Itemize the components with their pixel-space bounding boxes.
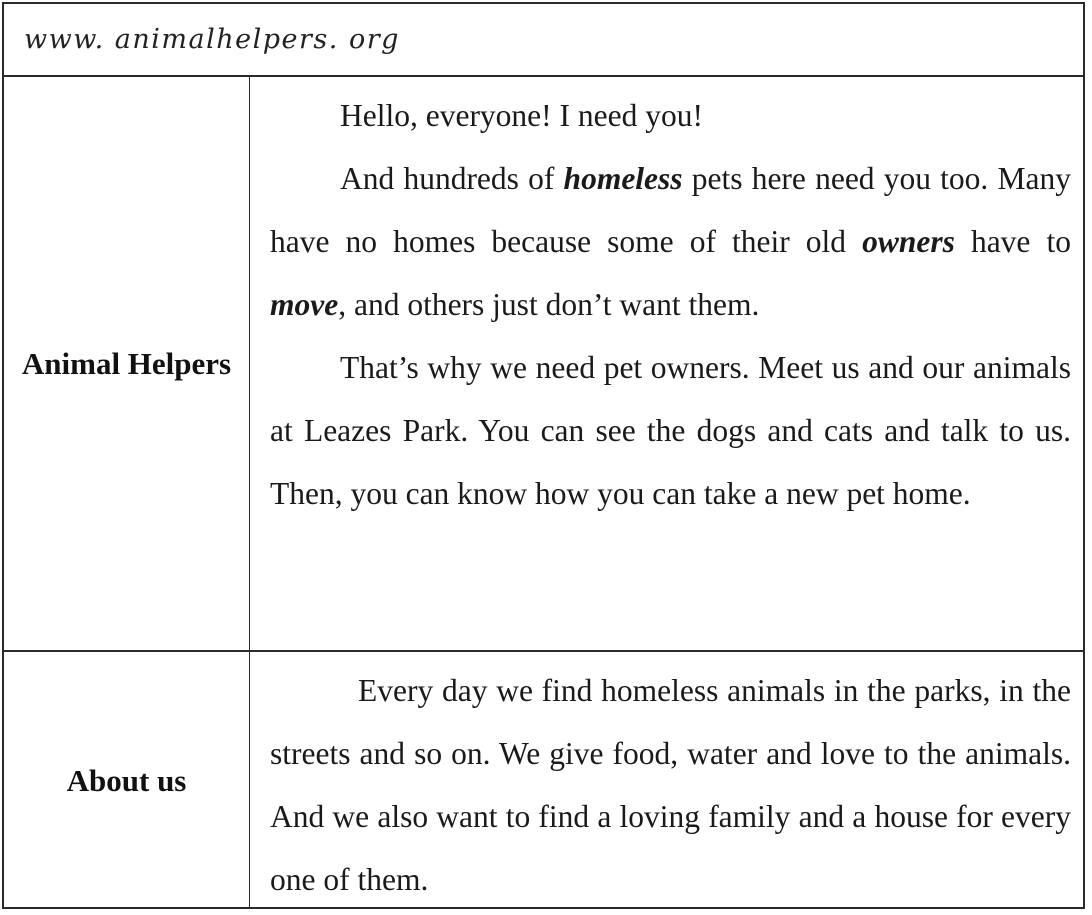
greeting-paragraph: Hello, everyone! I need you! — [340, 98, 703, 133]
paragraph-text: , and others just don’t want them. — [338, 287, 760, 322]
animal-helpers-content — [250, 77, 1083, 650]
paragraph-text: have to — [954, 224, 1071, 259]
about-us-row — [4, 652, 1083, 909]
website-url: www. animalhelpers. org — [4, 4, 1083, 77]
keyword-homeless: homeless — [563, 161, 683, 196]
about-us-paragraph: Every day we find homeless animals in the parks, in the streets and so on. We give food, water and love to the animals. And we also want to find a loving family and a house for every one of them. — [270, 673, 1071, 897]
paragraph-text: And hundreds of — [340, 161, 564, 196]
animal-helpers-label: Animal Helpers — [4, 77, 250, 650]
about-us-label: About us — [4, 652, 250, 909]
animal-helpers-row — [4, 77, 1083, 652]
animal-helpers-page — [2, 2, 1085, 909]
homeless-pets-paragraph — [270, 147, 1071, 336]
keyword-owners: owners — [862, 224, 955, 259]
about-us-content — [250, 652, 1083, 909]
pet-owners-paragraph: That’s why we need pet owners. Meet us and our animals at Leazes Park. You can see the dogs and cats and talk to us. Then, you can know how you can take a new pet home. — [270, 350, 1071, 511]
paragraph-text: pets here need you too. Many have no homes because some of their old — [270, 161, 1071, 259]
keyword-move: move — [270, 287, 339, 322]
